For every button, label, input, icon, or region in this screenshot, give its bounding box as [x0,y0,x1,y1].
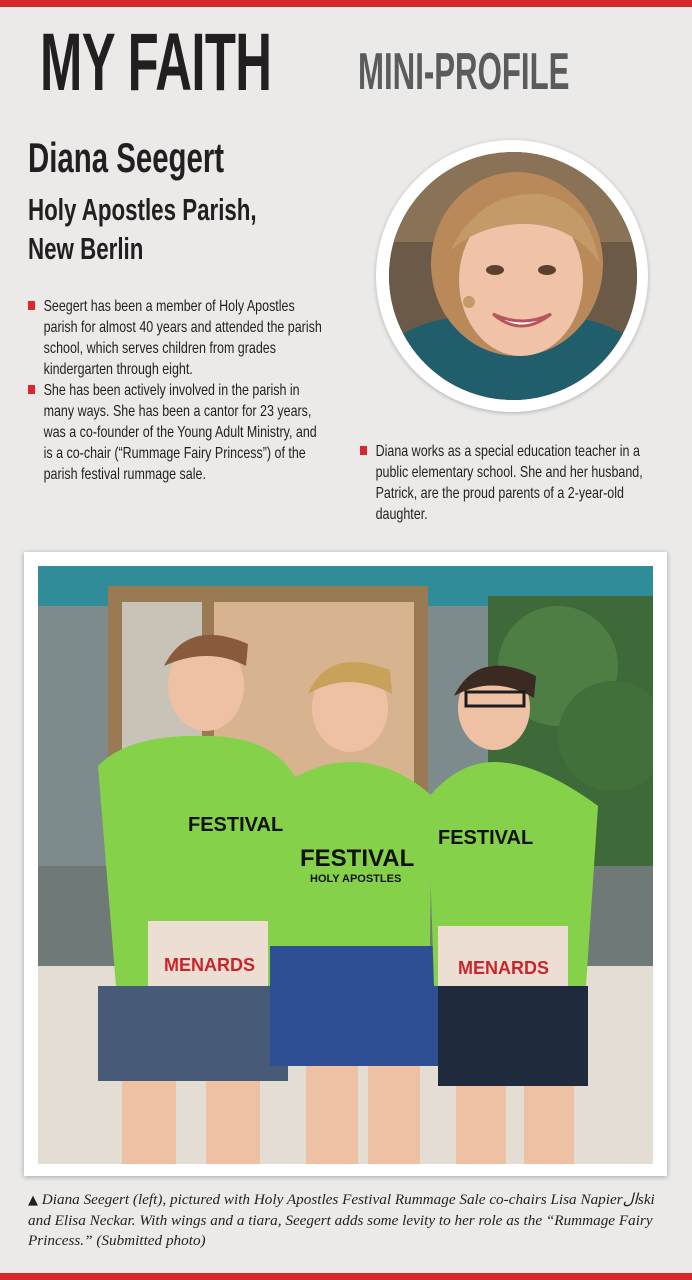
photo-caption [28,1190,668,1251]
bullet-item [28,380,324,485]
caption-text: Diana Seegert (left), pictured with Holy Apostles Festival Rummage Sale co-chairs Lisa Napierالski and Elisa Neckar. With wings and a tiara, Seegert adds some levity to her role as the “Rummage Fairy Princess.” (Submitted photo) [28,1191,655,1249]
bullet-text: Diana works as a special education teacher in a public elementary school. She and her husband, Patrick, are the proud parents of a 2-year-old daughter. [375,443,643,523]
top-red-rule [0,0,692,7]
group-photo-illustration [38,566,653,1164]
portrait-illustration [389,152,637,400]
bullet-square-icon [28,385,35,394]
bottom-red-rule [0,1273,692,1280]
group-photo [38,566,653,1164]
bullet-list-right [360,441,670,525]
shirt-text-middle: FESTIVAL [300,845,415,872]
apron-text-left: MENARDS [164,955,256,975]
masthead-subtitle: MINI-PROFILE [358,43,570,101]
bullet-square-icon [28,301,35,310]
portrait-photo [389,152,637,400]
profile-name: Diana Seegert [28,134,225,181]
caption-triangle-icon: ▲ [28,1193,38,1208]
parish-line-2: New Berlin [28,231,144,266]
bullet-square-icon [360,446,367,455]
shirt-subtext-middle: HOLY APOSTLES [310,873,402,885]
shirt-text-left: FESTIVAL [188,814,284,836]
bullet-text: She has been actively involved in the parish in many ways. She has been a cantor for 23 years, was a co-founder of the Young Adult Ministry, and is a co-chair (“Rummage Fairy Princess”) of the parish festival rummage sale. [43,382,317,483]
masthead-title: MY FAITH [40,17,272,108]
masthead [40,17,570,108]
bullet-item [28,296,324,380]
shirt-text-right: FESTIVAL [438,827,534,849]
parish-line-1: Holy Apostles Parish, [28,192,257,227]
bullet-text: Seegert has been a member of Holy Apostles parish for almost 40 years and attended the parish school, which serves children from grades kindergarten through eight. [43,298,322,378]
apron-text-right: MENARDS [458,958,550,978]
profile-parish [28,190,257,268]
bullet-list-left [28,296,348,485]
bullet-item [360,441,660,525]
